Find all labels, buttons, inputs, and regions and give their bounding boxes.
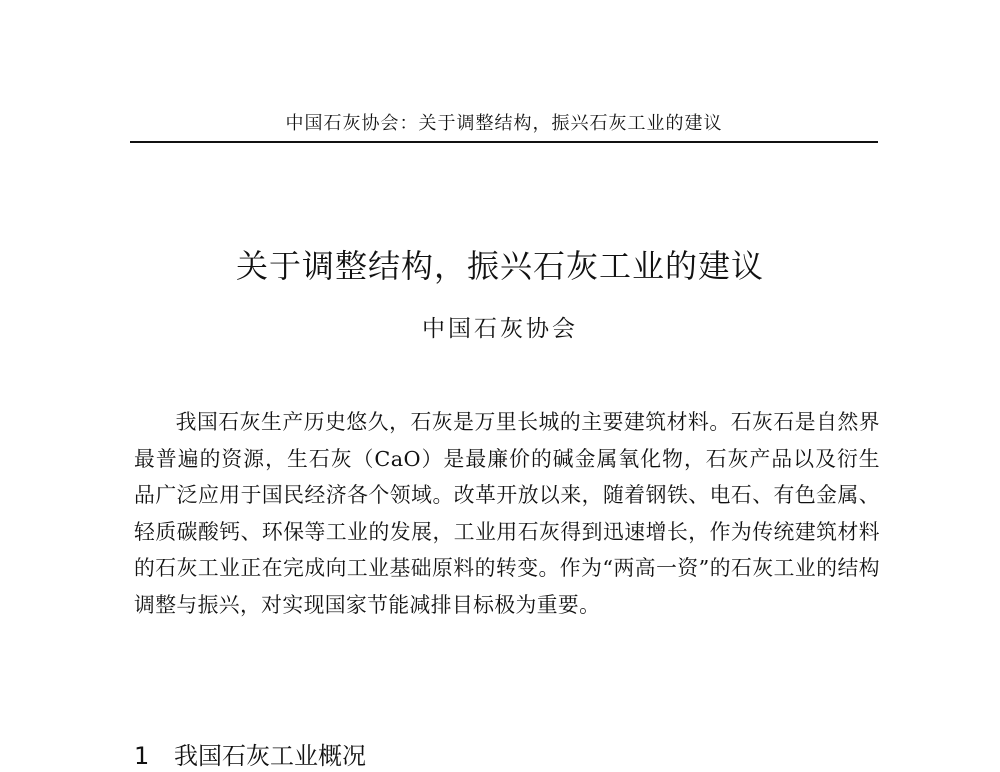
section-title: 我国石灰工业概况	[174, 742, 366, 770]
running-header: 中国石灰协会：关于调整结构，振兴石灰工业的建议	[285, 113, 723, 134]
header-rule	[130, 141, 878, 143]
section-heading	[134, 740, 366, 772]
article-author: 中国石灰协会	[422, 316, 578, 342]
article-title: 关于调整结构，振兴石灰工业的建议	[235, 247, 764, 285]
body-paragraph: 我国石灰生产历史悠久，石灰是万里长城的主要建筑材料。石灰石是自然界最普遍的资源，生石灰（CaO）是最廉价的碱金属氧化物，石灰产品以及衍生品广泛应用于国民经济各个领域。改革开放以来，随着钢铁、电石、有色金属、轻质碳酸钙、环保等工业的发展，工业用石灰得到迅速增长，作为传统建筑材料的石灰工业正在完成向工业基础原料的转变。作为“两高一资”的石灰工业的结构调整与振兴，对实现国家节能减排目标极为重要。	[134, 410, 880, 617]
section-number: 1	[134, 742, 150, 770]
